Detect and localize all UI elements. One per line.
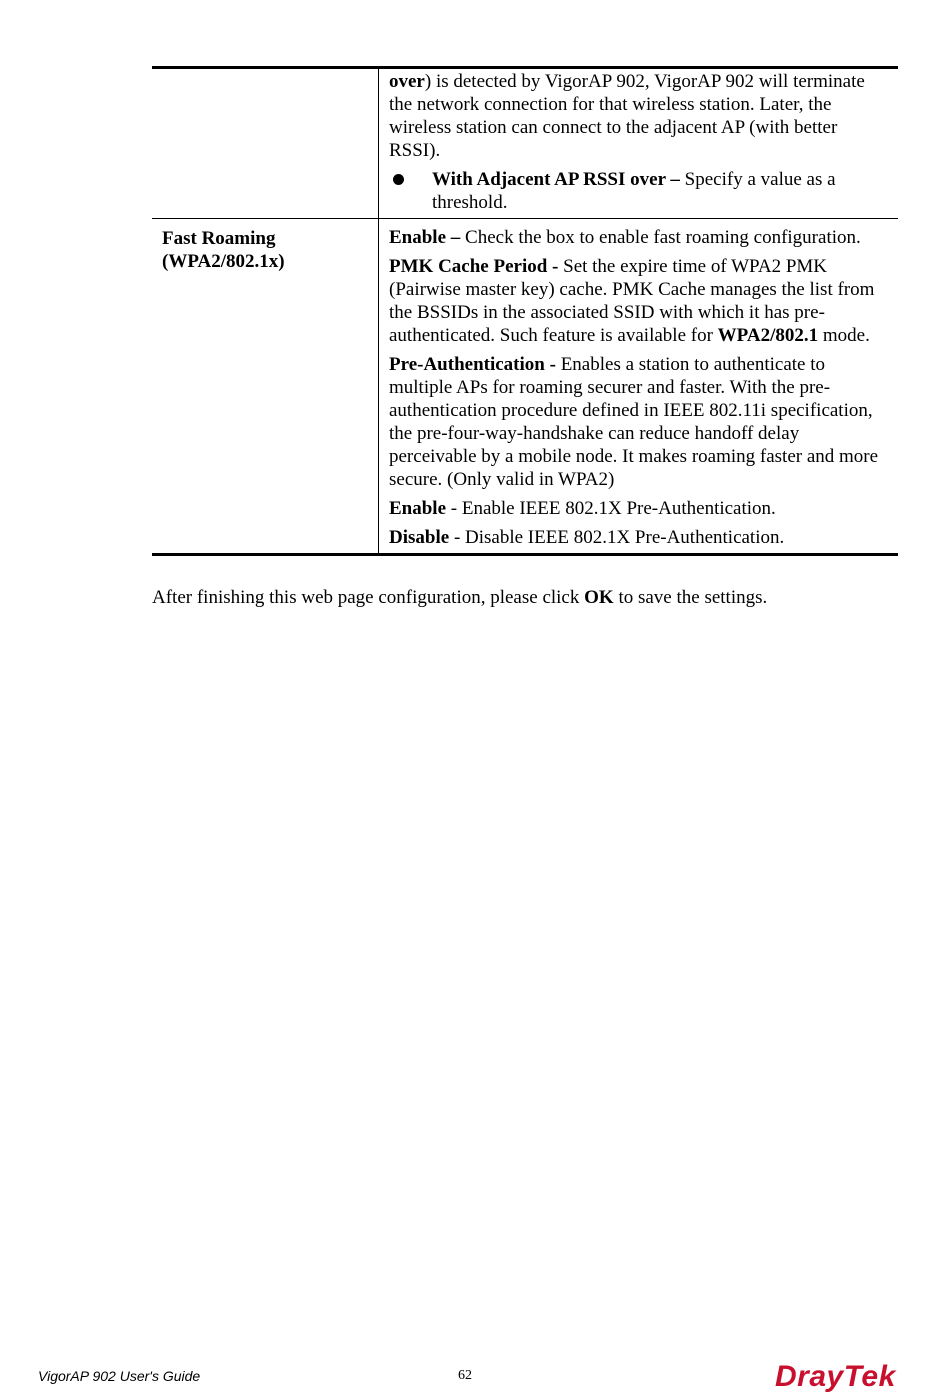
row-description	[379, 68, 899, 219]
preauth-disable-paragraph	[389, 526, 888, 549]
term-over: over	[389, 71, 425, 92]
term-ok: OK	[584, 587, 614, 608]
draytek-logo: DrayTek	[775, 1360, 896, 1393]
enable-2-text: - Enable IEEE 802.1X Pre-Authentication.	[446, 498, 776, 519]
table-row	[152, 219, 898, 555]
row-label	[152, 68, 379, 219]
closing-paragraph	[152, 586, 767, 609]
term-enable-2: Enable	[389, 498, 447, 519]
row-description	[379, 219, 899, 555]
term-preauth: Pre-Authentication -	[389, 354, 556, 375]
closing-text-end: to save the settings.	[613, 587, 768, 608]
rssi-text: ) is detected by VigorAP 902, VigorAP 902 will terminate the network connection for that wireless station. Later, the wireless station can connect to the adjacent AP (with better RSSI).	[389, 71, 865, 161]
list-item	[389, 168, 888, 214]
term-enable: Enable –	[389, 227, 461, 248]
preauth-text: Enables a station to authenticate to multiple APs for roaming securer and faster. With the pre-authentication procedure defined in IEEE 802.11i specification, the pre-four-way-handshake can reduce handoff delay perceivable by a mobile node. It makes roaming faster and more secure. (Only valid in WPA2)	[389, 354, 879, 490]
preauth-enable-paragraph	[389, 497, 888, 520]
rssi-paragraph	[389, 70, 888, 162]
row-label	[152, 219, 379, 555]
bullet-icon	[393, 174, 404, 185]
footer-guide-title: VigorAP 902 User's Guide	[38, 1368, 201, 1384]
pmk-paragraph	[389, 255, 888, 347]
settings-table	[152, 66, 898, 556]
term-disable: Disable	[389, 527, 450, 548]
disable-text: - Disable IEEE 802.1X Pre-Authentication.	[449, 527, 785, 548]
page-number: 62	[458, 1368, 472, 1383]
term-wpa2-8021: WPA2/802.1	[717, 325, 819, 346]
pmk-text: Set the expire time of WPA2 PMK (Pairwise master key) cache. PMK Cache manages the list from the BSSIDs in the associated SSID with which it has pre-authenticated. Such feature is available for	[389, 256, 875, 346]
label-fast-roaming: Fast Roaming	[162, 228, 276, 249]
adjacent-rssi-text: Specify a value as a threshold.	[432, 169, 836, 213]
pmk-text-end: mode.	[818, 325, 870, 346]
preauth-paragraph	[389, 353, 888, 491]
enable-text: Check the box to enable fast roaming configuration.	[460, 227, 861, 248]
closing-text: After finishing this web page configuration, please click	[152, 587, 585, 608]
enable-paragraph	[389, 226, 888, 249]
label-wpa2: (WPA2/802.1x)	[162, 251, 285, 272]
term-pmk: PMK Cache Period -	[389, 256, 559, 277]
table-row	[152, 68, 898, 219]
term-adjacent-rssi: With Adjacent AP RSSI over –	[432, 169, 680, 190]
